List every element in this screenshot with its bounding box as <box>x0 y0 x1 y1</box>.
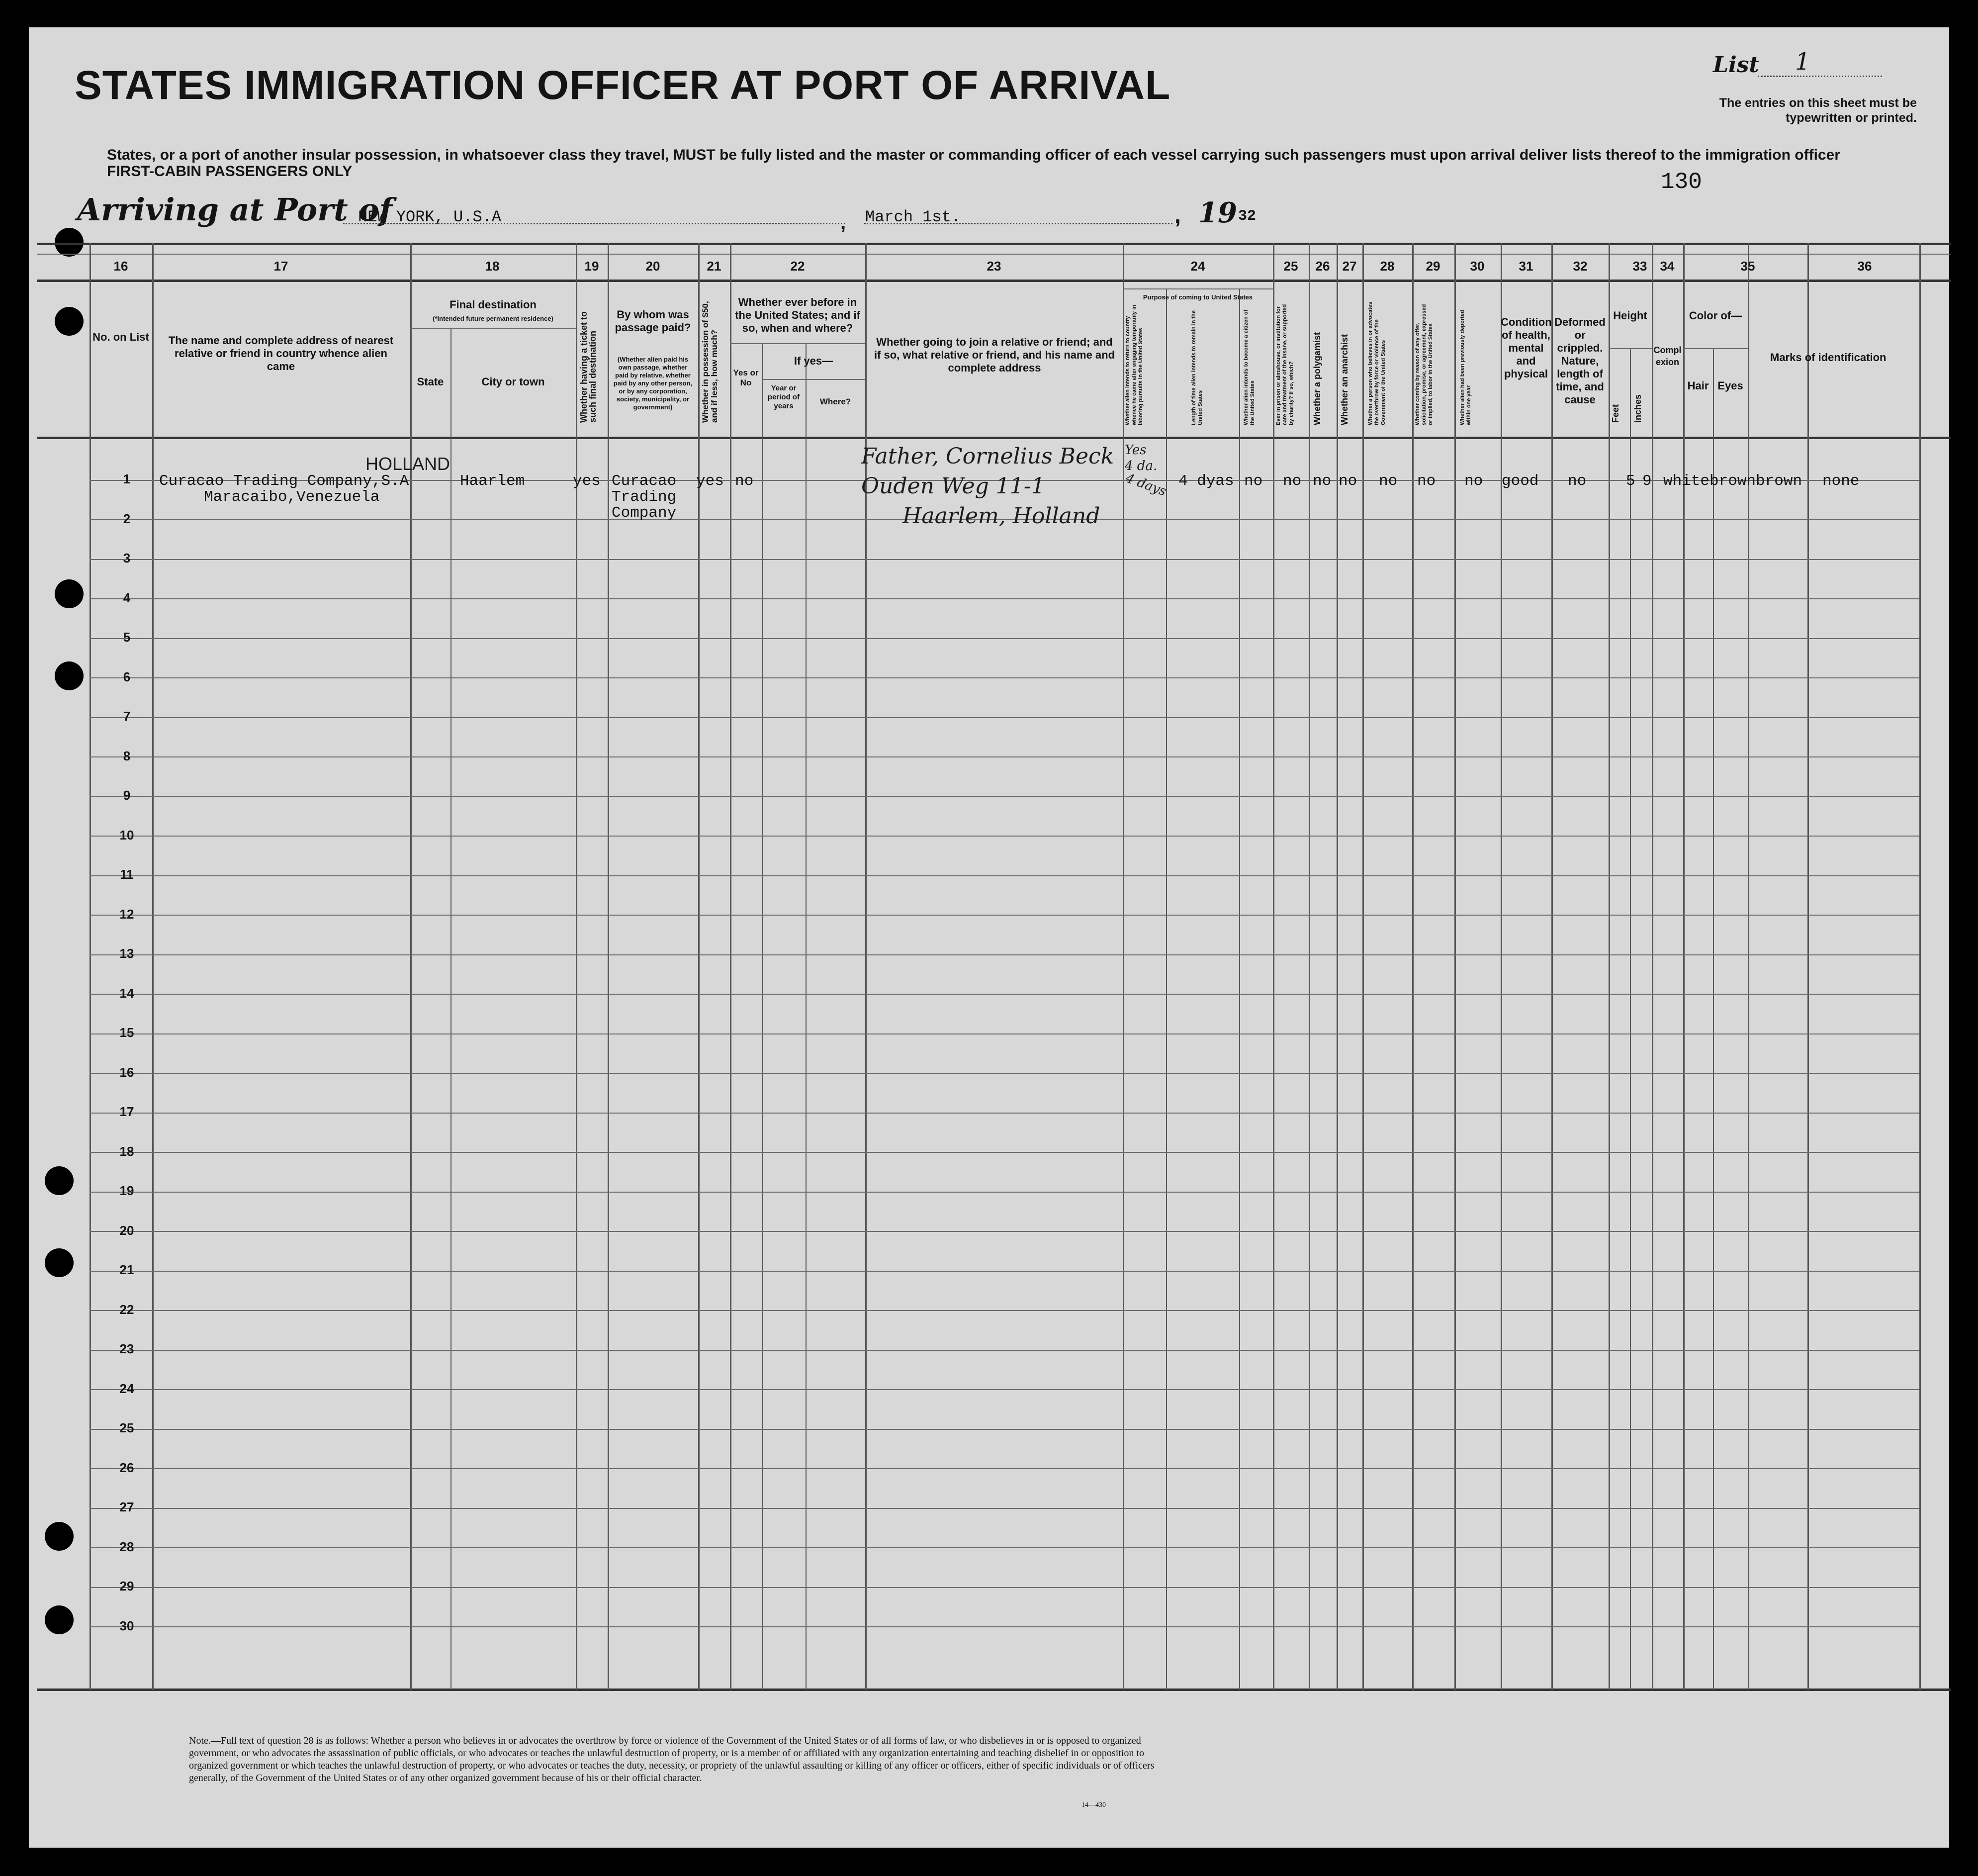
header-ever-before: Whether ever before in the United States; and if so, when and where? <box>735 296 860 334</box>
row-line <box>90 638 1919 639</box>
relative-line2: Maracaibo,Venezuela <box>204 488 380 506</box>
marks-value: none <box>1822 472 1860 490</box>
punch-hole <box>55 579 84 608</box>
passage-line1: Curacao <box>612 472 677 490</box>
footnote: Note.—Full text of question 28 is as follows: Whether a person who believes in or advocates the overthrow by force or violence of the Government of the United States or of all forms of law, or who disbelieves in or is opposed to organized government, or who advocates the assassination of public officials, or who advocates or teaches the unlawful destruction of property, or is a member of or affiliated with any organization entertaining and teaching disbelief in or opposition to organized government or which teaches the unlawful destruction of property, or who advocates or teaches the duty, necessity, or propriety of the unlawful assaulting or killing of any officer or officers, either of specific individuals or of officers generally, of the Government of the United States or of any other organized government because of his or their official character. <box>189 1735 1155 1783</box>
row-line <box>90 1350 1919 1351</box>
row-number: 23 <box>119 1341 134 1356</box>
join-line1: Father, Cornelius Beck <box>861 444 1114 469</box>
header-state: State <box>417 375 444 388</box>
row-line <box>90 1587 1919 1588</box>
row-line <box>90 1192 1919 1193</box>
punch-hole <box>45 1166 74 1195</box>
deformed-value: no <box>1568 472 1587 490</box>
column-number: 24 <box>1190 259 1205 274</box>
row-line <box>90 994 1919 995</box>
class-line: FIRST-CABIN PASSENGERS ONLY <box>107 163 353 180</box>
ticket-value: yes <box>573 472 601 490</box>
row-line <box>90 1271 1919 1272</box>
row-number: 8 <box>123 748 131 763</box>
form-number: 14—430 <box>1081 1801 1106 1809</box>
row-line <box>90 1429 1919 1430</box>
row-line <box>90 1468 1919 1469</box>
column-number: 25 <box>1283 259 1298 274</box>
punch-hole <box>55 228 84 257</box>
row-line <box>90 1508 1919 1509</box>
row-number: 28 <box>119 1539 134 1554</box>
row-number: 29 <box>119 1579 134 1594</box>
row-number: 16 <box>119 1064 134 1080</box>
column-number: 18 <box>485 259 500 274</box>
punch-hole <box>45 1248 74 1277</box>
row-line <box>90 1231 1919 1232</box>
row-line <box>90 1113 1919 1114</box>
row-number: 25 <box>119 1420 134 1435</box>
prison-value: no <box>1283 472 1302 490</box>
row-number: 6 <box>123 669 131 684</box>
header-year-period: Year or period of years <box>767 384 800 410</box>
header-yes-or-no: Yes or No <box>733 368 759 387</box>
row-number: 7 <box>123 709 131 724</box>
row-line <box>90 915 1919 916</box>
header-nearest-relative: The name and complete address of nearest relative or friend in country whence alien came <box>168 334 394 373</box>
column-number: 16 <box>113 259 128 274</box>
header-polygamist: Whether a polygamist <box>1312 332 1322 425</box>
header-purpose-c: Whether alien intends to become a citizen of the United States <box>1243 309 1256 425</box>
row-line <box>90 1073 1919 1074</box>
q30-value: no <box>1464 472 1483 490</box>
relative-line1: Curacao Trading Company,S.A <box>159 472 409 490</box>
header-if-yes: If yes— <box>794 355 833 367</box>
column-number: 35 <box>1740 259 1755 274</box>
row-number: 22 <box>119 1302 134 1317</box>
health-value: good <box>1502 472 1539 490</box>
header-no-on-list: No. on List <box>92 331 149 343</box>
state-handwritten: HOLLAND <box>365 454 450 474</box>
row-number: 21 <box>119 1262 134 1277</box>
row-number: 10 <box>119 827 134 843</box>
header-height: Height <box>1613 309 1647 322</box>
header-passage: By whom was passage paid? <box>615 308 691 334</box>
header-money: Whether in possession of $50, and if less, how much? <box>701 301 719 423</box>
row-line <box>90 954 1919 955</box>
column-number: 22 <box>790 259 805 274</box>
row-number: 17 <box>119 1104 134 1119</box>
punch-hole <box>55 661 84 690</box>
purpose-a-line1: Yes <box>1125 443 1147 458</box>
header-ticket: Whether having a ticket to such final destination <box>579 311 598 423</box>
header-q28: Whether a person who believes in or advocates the overthrow by force or violence of the Government of the United States <box>1367 301 1386 425</box>
row-line <box>90 559 1919 560</box>
anarchist-value: no <box>1339 472 1357 490</box>
form-subtitle: States, or a port of another insular possession, in whatsoever class they travel, MUST be fully listed and the master or commanding officer of each vessel carrying such passengers must upon arrival deliver lists thereof to the immigration officer <box>107 147 1840 163</box>
column-number: 29 <box>1426 259 1440 274</box>
column-number: 20 <box>645 259 660 274</box>
row-line <box>90 677 1919 678</box>
column-number: 31 <box>1519 259 1533 274</box>
length-value: 4 dyas <box>1178 472 1234 490</box>
header-purpose-a: Whether alien intends to return to country whence he came after engaging temporarily in laboring pursuits in the United States <box>1125 304 1144 425</box>
column-number: 27 <box>1342 259 1357 274</box>
row-number: 9 <box>123 788 131 803</box>
city-value: Haarlem <box>460 472 525 490</box>
header-marks: Marks of identification <box>1770 351 1887 364</box>
column-number: 32 <box>1573 259 1588 274</box>
port-value: NEW YORK, U.S.A <box>358 208 502 226</box>
feet-value: 5 <box>1626 472 1635 490</box>
row-line <box>90 1033 1919 1034</box>
row-line <box>90 756 1919 757</box>
header-purpose-b: Length of time alien intends to remain in the United States <box>1191 310 1203 425</box>
header-anarchist: Whether an anarchist <box>1340 334 1349 425</box>
row-number: 30 <box>119 1618 134 1633</box>
row-number: 13 <box>119 946 134 961</box>
row-number: 18 <box>119 1143 134 1159</box>
join-line3: Haarlem, Holland <box>902 503 1100 529</box>
row-line <box>90 1626 1919 1627</box>
row-line <box>90 836 1919 837</box>
header-final-destination-note: (*Intended future permanent residence) <box>433 315 553 322</box>
header-health: Condition of health, mental and physical <box>1501 316 1552 380</box>
column-number: 17 <box>273 259 288 274</box>
column-number: 23 <box>987 259 1001 274</box>
header-passage-note: (Whether alien paid his own passage, whether paid by relative, whether paid by any other person, or by any corporation, society, municipality, or government) <box>613 356 693 411</box>
row-line <box>90 717 1919 718</box>
row-number: 1 <box>123 471 131 486</box>
header-join-relative: Whether going to join a relative or friend; and if so, what relative or friend, and his name and complete address <box>874 336 1115 374</box>
purpose-a-line3: 4 days <box>1123 470 1169 499</box>
row-number: 26 <box>119 1460 134 1475</box>
column-number: 19 <box>584 259 599 274</box>
header-feet: Feet <box>1611 404 1620 423</box>
ever-before-value: no <box>735 472 754 490</box>
row-number: 15 <box>119 1025 134 1040</box>
year-prefix: 19 <box>1198 196 1237 229</box>
arriving-label: Arriving at Port of <box>77 191 393 228</box>
column-number: 30 <box>1470 259 1485 274</box>
row-number: 20 <box>119 1222 134 1238</box>
row-line <box>90 1547 1919 1548</box>
money-value: yes <box>696 472 724 490</box>
header-deformed: Deformed or crippled. Nature, length of time, and cause <box>1554 316 1606 406</box>
row-number: 14 <box>119 985 134 1001</box>
row-number: 11 <box>120 867 134 882</box>
row-number: 2 <box>123 511 131 526</box>
header-hair: Hair <box>1687 379 1709 392</box>
form-title: STATES IMMIGRATION OFFICER AT PORT OF ARRIVAL <box>75 63 1171 108</box>
citizen-value: no <box>1244 472 1263 490</box>
column-number: 34 <box>1660 259 1675 274</box>
header-q29: Whether coming by reason of any offer, solicitation, promise, or agreement, expressed or implied, to labor in the United States <box>1415 304 1434 425</box>
sheet-number: 130 <box>1661 169 1702 195</box>
row-number: 4 <box>123 590 131 605</box>
column-number: 36 <box>1857 259 1872 274</box>
row-line <box>90 598 1919 599</box>
header-prison: Ever in prison or almshouse, or institution for care and treatment of the insane, or supported by charity? If so, which? <box>1275 304 1294 425</box>
header-color-of: Color of— <box>1689 309 1742 322</box>
passage-line3: Company <box>612 504 677 522</box>
date-value: March 1st. <box>865 208 961 226</box>
year-suffix: 32 <box>1238 208 1257 225</box>
row-number: 19 <box>119 1183 134 1198</box>
row-line <box>90 1389 1919 1390</box>
q29-value: no <box>1417 472 1436 490</box>
row-number: 3 <box>123 551 131 565</box>
row-number: 27 <box>119 1500 134 1514</box>
header-purpose: Purpose of coming to United States <box>1143 293 1253 301</box>
row-line <box>90 1152 1919 1153</box>
column-number: 28 <box>1380 259 1395 274</box>
list-label: List <box>1713 52 1759 78</box>
header-final-destination: Final destination <box>450 298 537 311</box>
row-line <box>90 875 1919 876</box>
row-number: 24 <box>119 1381 134 1396</box>
header-eyes: Eyes <box>1717 379 1743 392</box>
list-number: 1 <box>1795 48 1810 76</box>
punch-hole <box>45 1522 74 1551</box>
inches-value: 9 <box>1642 472 1652 490</box>
column-number: 33 <box>1632 259 1647 274</box>
header-where: Where? <box>819 397 851 406</box>
purpose-a-line2: 4 da. <box>1125 459 1158 473</box>
complexion-hair-eyes-value: whitebrownbrown <box>1663 472 1802 490</box>
polygamist-value: no <box>1313 472 1332 490</box>
join-line2: Ouden Weg 11-1 <box>861 473 1045 499</box>
header-inches: Inches <box>1633 394 1643 423</box>
header-city: City or town <box>481 375 545 388</box>
row-number: 12 <box>119 906 134 922</box>
q28-value: no <box>1379 472 1398 490</box>
header-complexion: Complexion <box>1653 345 1682 367</box>
entries-note: The entries on this sheet must be typewritten or printed. <box>1719 96 1917 125</box>
manifest-sheet <box>29 27 1949 1848</box>
header-q30: Whether alien had been previously deported within one year <box>1459 310 1472 425</box>
row-line <box>90 1310 1919 1311</box>
row-line <box>90 796 1919 797</box>
column-number: 21 <box>707 259 721 274</box>
column-number: 26 <box>1315 259 1330 274</box>
passage-line2: Trading <box>612 488 677 506</box>
punch-hole <box>45 1605 74 1634</box>
punch-hole <box>55 307 84 336</box>
row-number: 5 <box>123 630 131 645</box>
